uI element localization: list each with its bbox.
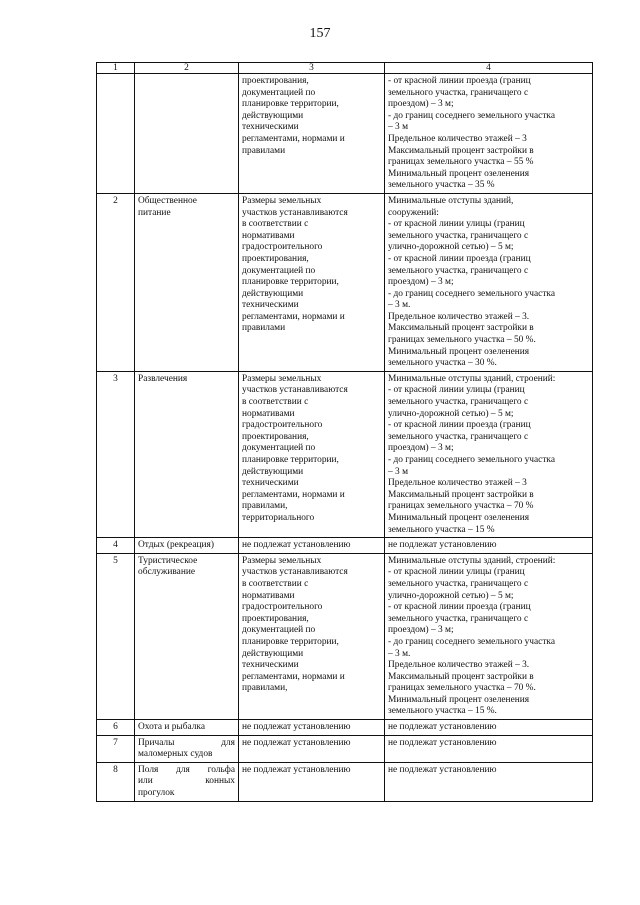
plot-size-cell: [239, 735, 385, 762]
cell-text-line: - от красной линии проезда (границ: [388, 602, 531, 613]
cell-text-line: регламентами, нормами и: [242, 671, 345, 682]
cell-text-line: Максимальный процент застройки в: [388, 145, 534, 156]
build-parameters-cell: [385, 720, 593, 736]
cell-text-line: градостроительного: [242, 420, 323, 431]
cell-text-line: документацией по: [242, 443, 316, 454]
cell-text-line: Предельное количество этажей – 3.: [388, 660, 530, 671]
cell-text-line: Максимальный процент застройки в: [388, 489, 534, 500]
cell-text-line: не подлежат установлению: [242, 722, 351, 733]
cell-text-line: земельного участка, граничащего с: [388, 578, 529, 589]
cell-text-line: земельного участка, граничащего с: [388, 230, 529, 241]
cell-text-line: - до границ соседнего земельного участка: [388, 288, 555, 299]
cell-text-line: земельного участка – 30 %.: [388, 358, 497, 369]
cell-text-line: - от красной линии проезда (границ: [388, 420, 531, 431]
cell-text-line: документацией по: [242, 265, 316, 276]
cell-text-line: Размеры земельных: [242, 195, 322, 206]
plot-size-cell: [239, 553, 385, 719]
use-type-cell: [135, 538, 239, 554]
build-parameters-cell: [385, 762, 593, 801]
cell-text-line: земельного участка – 15 %: [388, 524, 495, 535]
use-type-cell: [135, 553, 239, 719]
cell-text-line: Минимальный процент озеленения: [388, 512, 530, 523]
cell-text-line: земельного участка, граничащего с: [388, 87, 529, 98]
build-parameters-cell: [385, 735, 593, 762]
use-type-cell: [135, 371, 239, 537]
cell-text-line: в соответствии с: [242, 219, 309, 230]
cell-text-line: правилами,: [242, 501, 288, 512]
cell-text-line: – 3 м.: [388, 648, 411, 659]
table-row: [97, 538, 593, 554]
build-parameters-cell: [385, 538, 593, 554]
cell-text-line: градостроительного: [242, 242, 323, 253]
table-row: [97, 74, 593, 194]
cell-text-line: маломерных судов: [138, 749, 213, 760]
cell-text-line: Минимальный процент озеленения: [388, 694, 530, 705]
cell-text-line: действующими: [242, 648, 304, 659]
cell-text-line: в соответствии с: [242, 397, 309, 408]
plot-size-cell: [239, 538, 385, 554]
cell-text-line: действующими: [242, 110, 304, 121]
cell-text-line: – 3 м: [388, 122, 408, 133]
cell-text-line: правилами,: [242, 683, 288, 694]
plot-size-cell: [239, 74, 385, 194]
cell-text-line: техническими: [242, 478, 299, 489]
cell-text-line: проектирования,: [242, 431, 309, 442]
cell-text-line: Туристическое: [138, 555, 198, 566]
cell-text-line: земельного участка, граничащего с: [388, 265, 529, 276]
cell-text-line: документацией по: [242, 87, 316, 98]
cell-text-line: Общественное: [138, 195, 197, 206]
cell-text-line: действующими: [242, 466, 304, 477]
cell-text-line: проездом) – 3 м;: [388, 99, 454, 110]
cell-text-line: - от красной линии улицы (границ: [388, 385, 525, 396]
cell-text-line: техническими: [242, 300, 299, 311]
cell-text-line: Минимальные отступы зданий, строений:: [388, 555, 556, 566]
cell-text-line: или конных: [138, 776, 235, 787]
cell-text-line: границах земельного участка – 55 %: [388, 157, 534, 168]
cell-text-line: земельного участка, граничащего с: [388, 431, 529, 442]
cell-text-line: правилами: [242, 145, 286, 156]
use-type-cell: [135, 74, 239, 194]
cell-text-line: планировке территории,: [242, 636, 339, 647]
column-header-plot-size: 3: [239, 63, 385, 74]
plot-size-cell: [239, 371, 385, 537]
cell-text-line: регламентами, нормами и: [242, 311, 345, 322]
cell-text-line: - от красной линии проезда (границ: [388, 76, 531, 86]
cell-text-line: Размеры земельных: [242, 373, 322, 384]
cell-text-line: проектирования,: [242, 253, 309, 264]
cell-text-line: Предельное количество этажей – 3.: [388, 311, 530, 322]
row-number: 7: [97, 735, 135, 762]
page-number: 157: [309, 26, 331, 41]
row-number: 2: [97, 193, 135, 371]
cell-text-line: – 3 м: [388, 466, 408, 477]
cell-text-line: проектирования,: [242, 613, 309, 624]
cell-text-line: планировке территории,: [242, 99, 339, 110]
cell-text-line: участков устанавливаются: [242, 207, 348, 218]
row-number: [97, 74, 135, 194]
plot-size-cell: [239, 193, 385, 371]
cell-text-line: нормативами: [242, 590, 295, 601]
cell-text-line: Минимальные отступы зданий, строений:: [388, 373, 556, 384]
cell-text-line: не подлежат установлению: [388, 764, 497, 775]
cell-text-line: – 3 м.: [388, 300, 411, 311]
use-type-cell: [135, 735, 239, 762]
cell-text-line: проездом) – 3 м;: [388, 625, 454, 636]
cell-text-line: сооружений:: [388, 207, 439, 218]
row-number: 5: [97, 553, 135, 719]
cell-text-line: Минимальный процент озеленения: [388, 168, 530, 179]
cell-text-line: земельного участка, граничащего с: [388, 613, 529, 624]
cell-text-line: техническими: [242, 122, 299, 133]
table-header-row: [97, 63, 593, 74]
cell-text-line: проездом) – 3 м;: [388, 443, 454, 454]
plot-size-cell: [239, 720, 385, 736]
cell-text-line: не подлежат установлению: [242, 540, 351, 551]
cell-text-line: Минимальные отступы зданий,: [388, 195, 514, 206]
cell-text-line: улично-дорожной сетью) – 5 м;: [388, 590, 514, 601]
cell-text-line: земельного участка, граничащего с: [388, 397, 529, 408]
cell-text-line: Развлечения: [138, 373, 188, 384]
cell-text-line: планировке территории,: [242, 455, 339, 465]
table-row: [97, 553, 593, 719]
cell-text-line: Минимальный процент озеленения: [388, 346, 530, 357]
table-row: [97, 735, 593, 762]
cell-text-line: Охота и рыбалка: [138, 722, 205, 733]
cell-text-line: питание: [138, 207, 171, 218]
cell-text-line: Отдых (рекреация): [138, 540, 214, 551]
cell-text-line: земельного участка – 15 %.: [388, 706, 497, 717]
cell-text-line: улично-дорожной сетью) – 5 м;: [388, 242, 514, 253]
cell-text-line: техническими: [242, 660, 299, 671]
cell-text-line: нормативами: [242, 408, 295, 419]
row-number: 4: [97, 538, 135, 554]
cell-text-line: границах земельного участка – 50 %.: [388, 335, 536, 346]
use-type-cell: [135, 720, 239, 736]
row-number: 6: [97, 720, 135, 736]
cell-text-line: - до границ соседнего земельного участка: [388, 455, 555, 465]
cell-text-line: - от красной линии проезда (границ: [388, 253, 531, 264]
cell-text-line: Размеры земельных: [242, 555, 322, 566]
row-number: 8: [97, 762, 135, 801]
use-type-cell: [135, 762, 239, 801]
cell-text-line: Поля для гольфа: [138, 764, 235, 775]
cell-text-line: проектирования,: [242, 76, 309, 86]
plot-size-cell: [239, 762, 385, 801]
cell-text-line: - от красной линии улицы (границ: [388, 567, 525, 578]
cell-text-line: прогулок: [138, 788, 175, 799]
table-row: [97, 193, 593, 371]
use-type-cell: [135, 193, 239, 371]
cell-text-line: Предельное количество этажей – 3: [388, 478, 527, 489]
cell-text-line: Причалы для: [138, 737, 235, 748]
cell-text-line: Предельное количество этажей – 3: [388, 133, 527, 144]
table-row: [97, 720, 593, 736]
cell-text-line: градостроительного: [242, 602, 323, 613]
cell-text-line: Максимальный процент застройки в: [388, 323, 534, 334]
cell-text-line: участков устанавливаются: [242, 385, 348, 396]
cell-text-line: Максимальный процент застройки в: [388, 671, 534, 682]
cell-text-line: - до границ соседнего земельного участка: [388, 110, 555, 121]
build-parameters-cell: [385, 371, 593, 537]
cell-text-line: действующими: [242, 288, 304, 299]
build-parameters-cell: [385, 553, 593, 719]
table-row: [97, 371, 593, 537]
cell-text-line: не подлежат установлению: [388, 722, 497, 733]
build-parameters-cell: [385, 74, 593, 194]
cell-text-line: планировке территории,: [242, 277, 339, 288]
cell-text-line: - от красной линии улицы (границ: [388, 219, 525, 230]
cell-text-line: - до границ соседнего земельного участка: [388, 636, 555, 647]
cell-text-line: улично-дорожной сетью) – 5 м;: [388, 408, 514, 419]
regulations-table: [96, 62, 593, 802]
column-header-number: 1: [97, 63, 135, 74]
build-parameters-cell: [385, 193, 593, 371]
cell-text-line: границах земельного участка – 70 %.: [388, 683, 536, 694]
cell-text-line: документацией по: [242, 625, 316, 636]
column-header-use-type: 2: [135, 63, 239, 74]
cell-text-line: земельного участка – 35 %: [388, 180, 495, 191]
cell-text-line: участков устанавливаются: [242, 567, 348, 578]
cell-text-line: регламентами, нормами и: [242, 133, 345, 144]
cell-text-line: не подлежат установлению: [242, 764, 351, 775]
column-header-build-parameters: 4: [385, 63, 593, 74]
table-row: [97, 762, 593, 801]
cell-text-line: проездом) – 3 м;: [388, 277, 454, 288]
cell-text-line: правилами: [242, 323, 286, 334]
row-number: 3: [97, 371, 135, 537]
cell-text-line: в соответствии с: [242, 578, 309, 589]
cell-text-line: не подлежат установлению: [388, 737, 497, 748]
cell-text-line: не подлежат установлению: [388, 540, 497, 551]
cell-text-line: не подлежат установлению: [242, 737, 351, 748]
cell-text-line: границах земельного участка – 70 %: [388, 501, 534, 512]
cell-text-line: регламентами, нормами и: [242, 489, 345, 500]
cell-text-line: обслуживание: [138, 567, 196, 578]
cell-text-line: территориального: [242, 512, 315, 523]
cell-text-line: нормативами: [242, 230, 295, 241]
